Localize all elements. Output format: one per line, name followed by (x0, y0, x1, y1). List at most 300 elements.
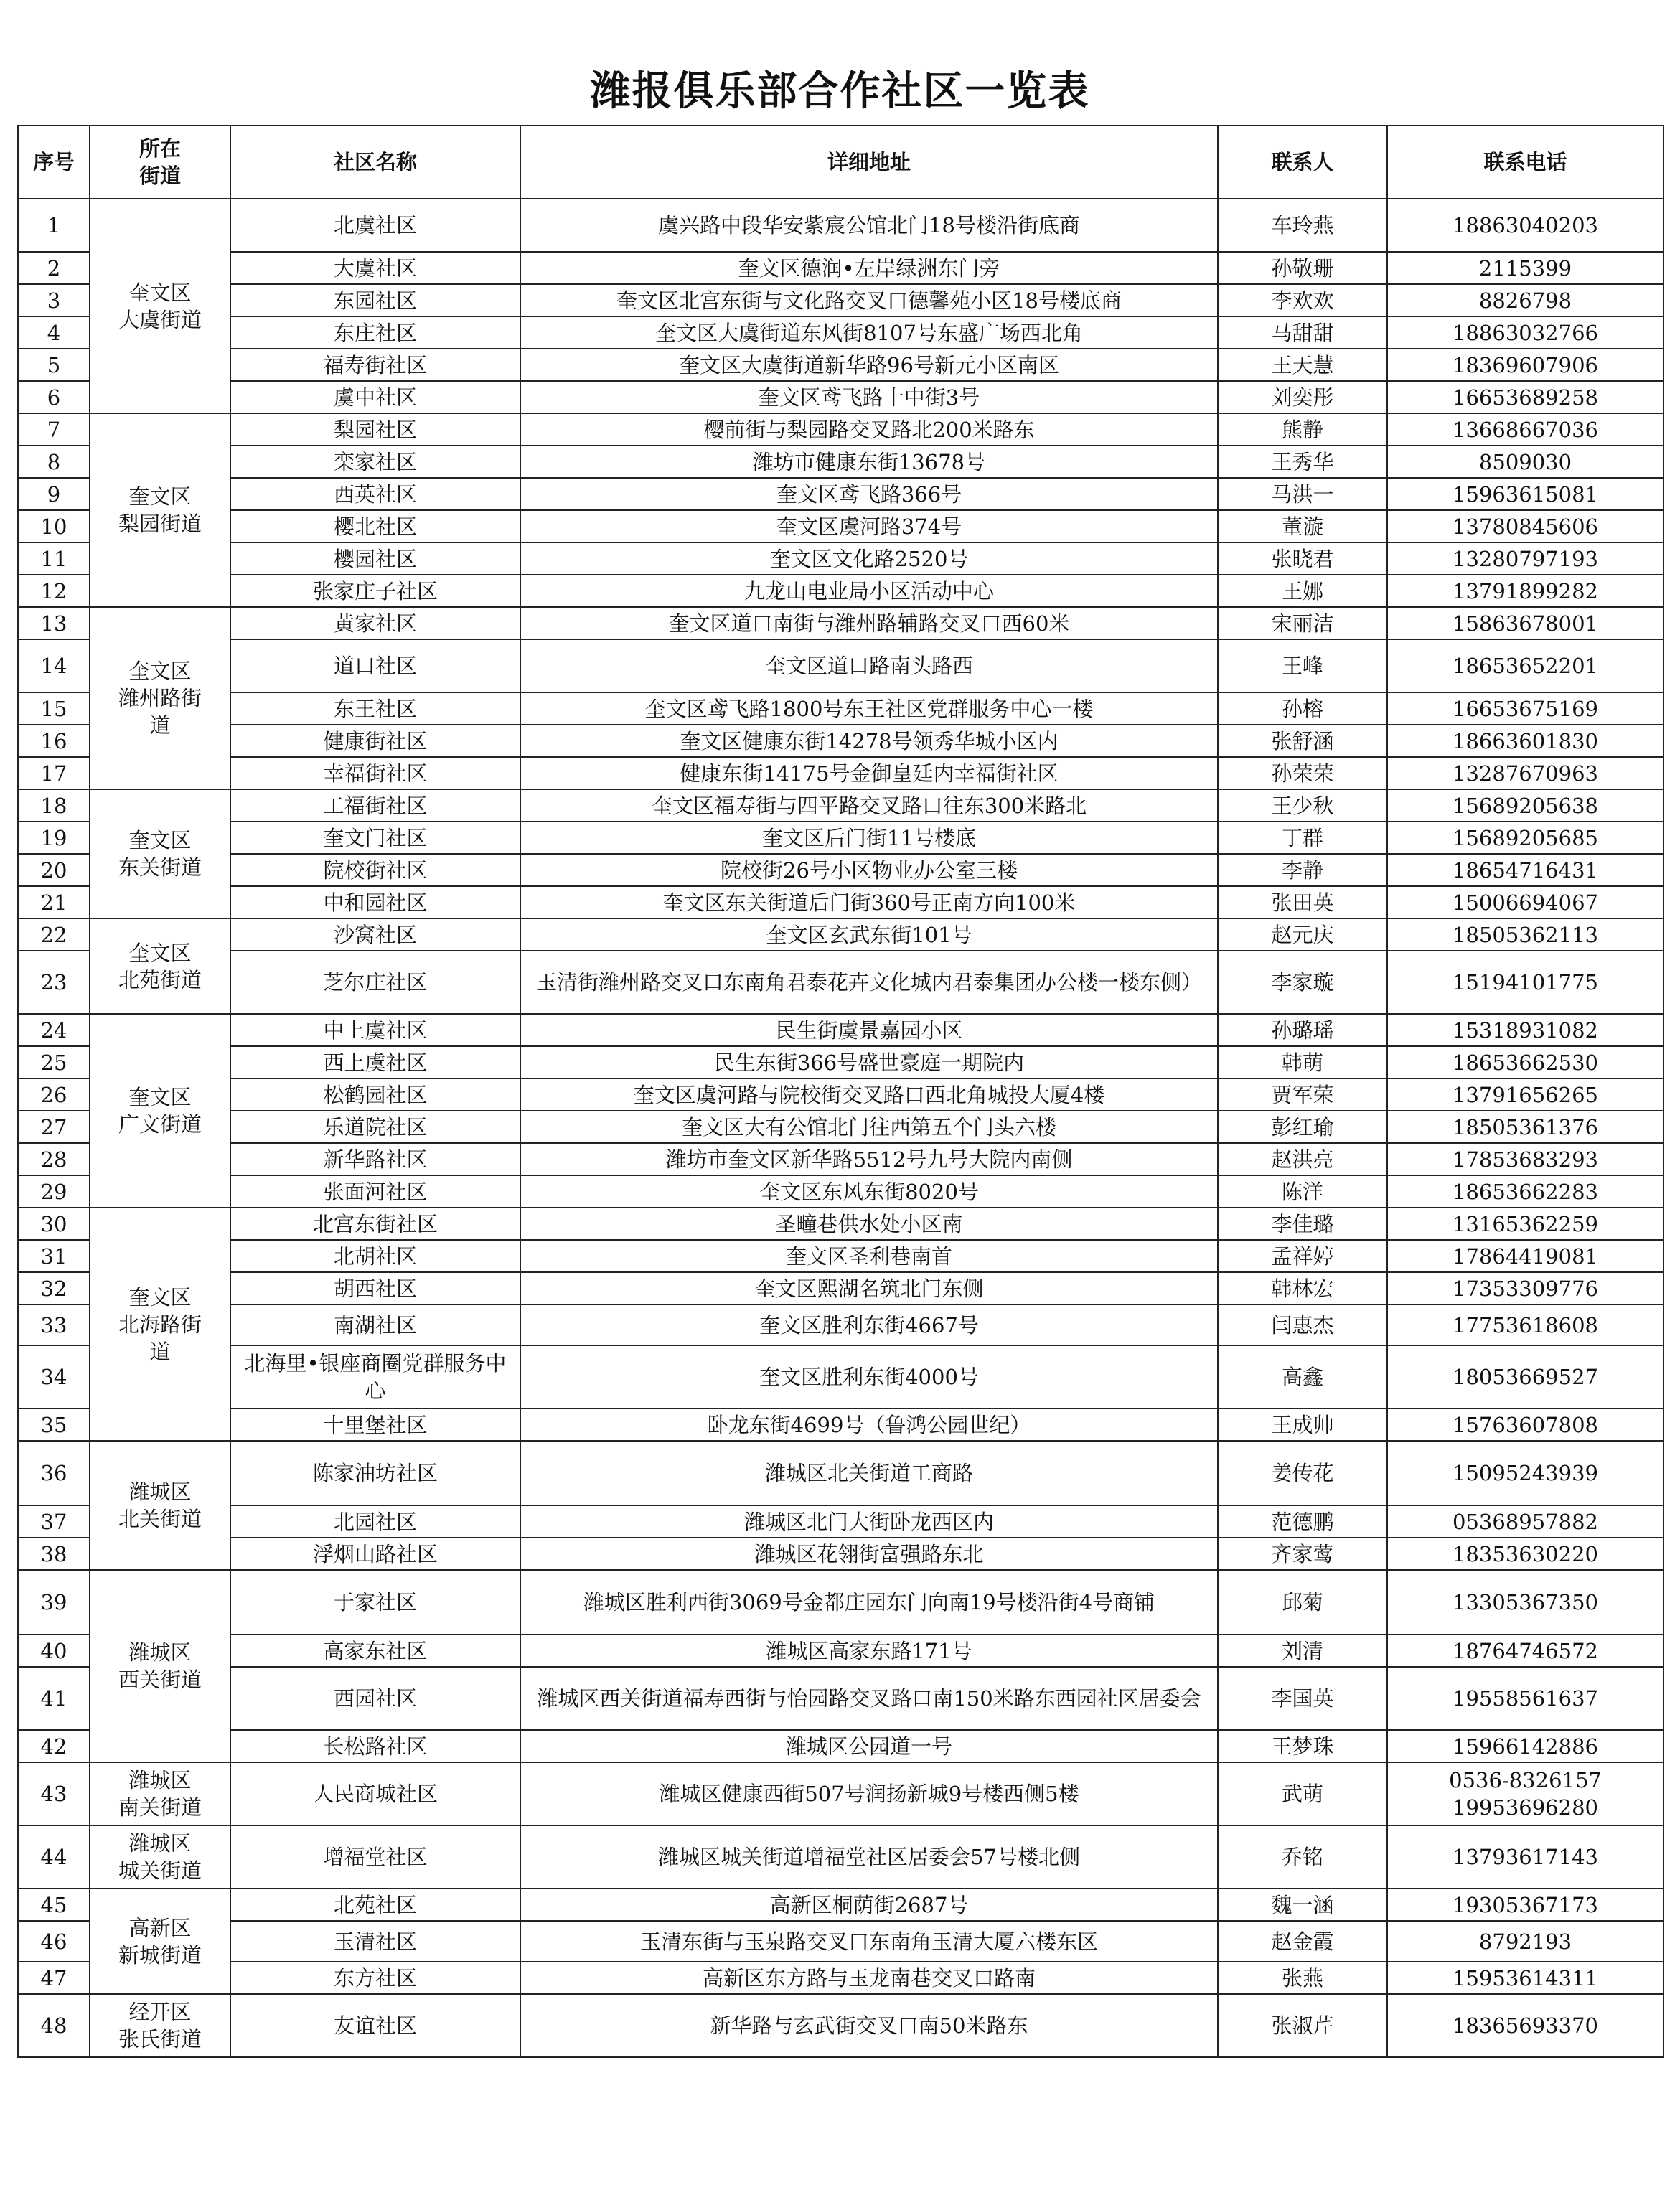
phone-cell: 15318931082 (1387, 1014, 1663, 1046)
community-name: 栾家社区 (230, 446, 520, 478)
table-row (18, 1345, 1663, 1409)
table-row (18, 1304, 1663, 1345)
contact-cell: 王秀华 (1218, 446, 1387, 478)
community-name: 奎文门社区 (230, 822, 520, 854)
row-index: 10 (18, 510, 90, 542)
row-index: 5 (18, 349, 90, 381)
table-row (18, 639, 1663, 692)
contact-cell: 董漩 (1218, 510, 1387, 542)
phone-cell: 8826798 (1387, 284, 1663, 316)
contact-cell: 韩林宏 (1218, 1272, 1387, 1304)
contact-cell: 宋丽洁 (1218, 607, 1387, 639)
community-name: 新华路社区 (230, 1143, 520, 1175)
phone-cell: 18863032766 (1387, 316, 1663, 349)
row-index: 35 (18, 1409, 90, 1441)
contact-cell: 张田英 (1218, 886, 1387, 918)
row-index: 40 (18, 1635, 90, 1667)
row-index: 31 (18, 1240, 90, 1272)
row-index: 47 (18, 1962, 90, 1994)
contact-cell: 王峰 (1218, 639, 1387, 692)
row-index: 7 (18, 413, 90, 446)
row-index: 6 (18, 381, 90, 413)
phone-cell: 0536-8326157 19953696280 (1387, 1762, 1663, 1825)
address-cell: 奎文区鸢飞路十中街3号 (520, 381, 1218, 413)
row-index: 18 (18, 789, 90, 822)
contact-cell: 高鑫 (1218, 1345, 1387, 1409)
table-row (18, 413, 1663, 446)
community-name: 西园社区 (230, 1667, 520, 1730)
address-cell: 潍城区西关街道福寿西街与怡园路交叉路口南150米路东西园社区居委会 (520, 1667, 1218, 1730)
table-row (18, 1635, 1663, 1667)
community-name: 西上虞社区 (230, 1046, 520, 1078)
address-cell: 奎文区大有公馆北门往西第五个门头六楼 (520, 1111, 1218, 1143)
address-cell: 虞兴路中段华安紫宸公馆北门18号楼沿街底商 (520, 199, 1218, 252)
address-cell: 圣疃巷供水处小区南 (520, 1208, 1218, 1240)
table-row (18, 1143, 1663, 1175)
table-row (18, 349, 1663, 381)
phone-cell: 15689205638 (1387, 789, 1663, 822)
table-row (18, 725, 1663, 757)
table-row (18, 446, 1663, 478)
contact-cell: 张淑芹 (1218, 1994, 1387, 2057)
contact-cell: 赵元庆 (1218, 918, 1387, 951)
address-cell: 奎文区圣利巷南首 (520, 1240, 1218, 1272)
table-row (18, 1667, 1663, 1730)
header-contact: 联系人 (1218, 126, 1387, 199)
table-row (18, 1921, 1663, 1962)
contact-cell: 刘清 (1218, 1635, 1387, 1667)
community-name: 大虞社区 (230, 252, 520, 284)
row-index: 16 (18, 725, 90, 757)
contact-cell: 马甜甜 (1218, 316, 1387, 349)
row-index: 29 (18, 1175, 90, 1208)
phone-cell: 17753618608 (1387, 1304, 1663, 1345)
row-index: 23 (18, 951, 90, 1014)
street-cell: 奎文区 潍州路街 道 (90, 607, 230, 789)
contact-cell: 彭红瑜 (1218, 1111, 1387, 1143)
table-row (18, 575, 1663, 607)
table-body (18, 199, 1663, 2057)
row-index: 46 (18, 1921, 90, 1962)
table-row (18, 789, 1663, 822)
street-cell: 潍城区 城关街道 (90, 1825, 230, 1889)
community-name: 梨园社区 (230, 413, 520, 446)
phone-cell: 8792193 (1387, 1921, 1663, 1962)
contact-cell: 王梦珠 (1218, 1730, 1387, 1762)
contact-cell: 范德鹏 (1218, 1505, 1387, 1538)
contact-cell: 王成帅 (1218, 1409, 1387, 1441)
contact-cell: 乔铭 (1218, 1825, 1387, 1889)
contact-cell: 丁群 (1218, 822, 1387, 854)
phone-cell: 8509030 (1387, 446, 1663, 478)
contact-cell: 王少秋 (1218, 789, 1387, 822)
address-cell: 奎文区道口路南头路西 (520, 639, 1218, 692)
community-name: 虞中社区 (230, 381, 520, 413)
contact-cell: 姜传花 (1218, 1441, 1387, 1505)
street-cell: 经开区 张氏街道 (90, 1994, 230, 2057)
community-name: 北胡社区 (230, 1240, 520, 1272)
table-row (18, 918, 1663, 951)
phone-cell: 18505361376 (1387, 1111, 1663, 1143)
phone-cell: 18505362113 (1387, 918, 1663, 951)
street-cell: 奎文区 大虞街道 (90, 199, 230, 413)
address-cell: 奎文区健康东街14278号领秀华城小区内 (520, 725, 1218, 757)
phone-cell: 18653662530 (1387, 1046, 1663, 1078)
row-index: 43 (18, 1762, 90, 1825)
phone-cell: 17853683293 (1387, 1143, 1663, 1175)
row-index: 26 (18, 1078, 90, 1111)
community-name: 北海里•银座商圈党群服务中心 (230, 1345, 520, 1409)
address-cell: 新华路与玄武街交叉口南50米路东 (520, 1994, 1218, 2057)
table-row (18, 1505, 1663, 1538)
street-cell: 奎文区 北苑街道 (90, 918, 230, 1014)
table-row (18, 478, 1663, 510)
address-cell: 樱前街与梨园路交叉路北200米路东 (520, 413, 1218, 446)
community-name: 陈家油坊社区 (230, 1441, 520, 1505)
table-row (18, 1409, 1663, 1441)
table-row (18, 1889, 1663, 1921)
table-row (18, 542, 1663, 575)
address-cell: 奎文区大虞街道东风街8107号东盛广场西北角 (520, 316, 1218, 349)
community-name: 中和园社区 (230, 886, 520, 918)
address-cell: 潍城区北门大街卧龙西区内 (520, 1505, 1218, 1538)
address-cell: 奎文区鸢飞路1800号东王社区党群服务中心一楼 (520, 692, 1218, 725)
community-name: 樱园社区 (230, 542, 520, 575)
community-name: 东王社区 (230, 692, 520, 725)
community-name: 北苑社区 (230, 1889, 520, 1921)
contact-cell: 孟祥婷 (1218, 1240, 1387, 1272)
row-index: 27 (18, 1111, 90, 1143)
community-name: 长松路社区 (230, 1730, 520, 1762)
table-row (18, 252, 1663, 284)
address-cell: 潍城区北关街道工商路 (520, 1441, 1218, 1505)
table-row (18, 1570, 1663, 1635)
community-name: 高家东社区 (230, 1635, 520, 1667)
phone-cell: 13780845606 (1387, 510, 1663, 542)
community-name: 浮烟山路社区 (230, 1538, 520, 1570)
contact-cell: 赵洪亮 (1218, 1143, 1387, 1175)
phone-cell: 19558561637 (1387, 1667, 1663, 1730)
community-name: 张面河社区 (230, 1175, 520, 1208)
community-name: 道口社区 (230, 639, 520, 692)
community-name: 中上虞社区 (230, 1014, 520, 1046)
row-index: 34 (18, 1345, 90, 1409)
address-cell: 奎文区虞河路与院校街交叉路口西北角城投大厦4楼 (520, 1078, 1218, 1111)
table-row (18, 1730, 1663, 1762)
community-name: 张家庄子社区 (230, 575, 520, 607)
row-index: 33 (18, 1304, 90, 1345)
address-cell: 奎文区后门街11号楼底 (520, 822, 1218, 854)
address-cell: 奎文区玄武东街101号 (520, 918, 1218, 951)
community-name: 友谊社区 (230, 1994, 520, 2057)
phone-cell: 18654716431 (1387, 854, 1663, 886)
row-index: 21 (18, 886, 90, 918)
community-name: 幸福街社区 (230, 757, 520, 789)
table-row (18, 1825, 1663, 1889)
address-cell: 玉清街潍州路交叉口东南角君泰花卉文化城内君泰集团办公楼一楼东侧） (520, 951, 1218, 1014)
table-row (18, 1111, 1663, 1143)
row-index: 17 (18, 757, 90, 789)
contact-cell: 孙璐瑶 (1218, 1014, 1387, 1046)
row-index: 42 (18, 1730, 90, 1762)
row-index: 39 (18, 1570, 90, 1635)
header-street: 所在 街道 (90, 126, 230, 199)
contact-cell: 李静 (1218, 854, 1387, 886)
contact-cell: 闫惠杰 (1218, 1304, 1387, 1345)
address-cell: 九龙山电业局小区活动中心 (520, 575, 1218, 607)
address-cell: 奎文区大虞街道新华路96号新元小区南区 (520, 349, 1218, 381)
phone-cell: 15966142886 (1387, 1730, 1663, 1762)
address-cell: 奎文区虞河路374号 (520, 510, 1218, 542)
contact-cell: 邱菊 (1218, 1570, 1387, 1635)
row-index: 3 (18, 284, 90, 316)
street-cell: 潍城区 南关街道 (90, 1762, 230, 1825)
contact-cell: 李佳璐 (1218, 1208, 1387, 1240)
address-cell: 奎文区鸢飞路366号 (520, 478, 1218, 510)
street-cell: 奎文区 北海路街 道 (90, 1208, 230, 1441)
row-index: 30 (18, 1208, 90, 1240)
phone-cell: 15763607808 (1387, 1409, 1663, 1441)
phone-cell: 15095243939 (1387, 1441, 1663, 1505)
contact-cell: 马洪一 (1218, 478, 1387, 510)
phone-cell: 15689205685 (1387, 822, 1663, 854)
phone-cell: 18653652201 (1387, 639, 1663, 692)
table-row (18, 1272, 1663, 1304)
table-row (18, 1078, 1663, 1111)
table-row (18, 199, 1663, 252)
contact-cell: 王天慧 (1218, 349, 1387, 381)
contact-cell: 贾军荣 (1218, 1078, 1387, 1111)
row-index: 14 (18, 639, 90, 692)
table-row (18, 1762, 1663, 1825)
header-address: 详细地址 (520, 126, 1218, 199)
phone-cell: 05368957882 (1387, 1505, 1663, 1538)
phone-cell: 18653662283 (1387, 1175, 1663, 1208)
phone-cell: 15963615081 (1387, 478, 1663, 510)
phone-cell: 16653689258 (1387, 381, 1663, 413)
community-name: 胡西社区 (230, 1272, 520, 1304)
row-index: 44 (18, 1825, 90, 1889)
row-index: 9 (18, 478, 90, 510)
header-row (18, 126, 1663, 199)
community-name: 东方社区 (230, 1962, 520, 1994)
address-cell: 健康东街14175号金御皇廷内幸福街社区 (520, 757, 1218, 789)
address-cell: 潍城区公园道一号 (520, 1730, 1218, 1762)
contact-cell: 孙荣荣 (1218, 757, 1387, 789)
phone-cell: 18365693370 (1387, 1994, 1663, 2057)
community-name: 北宫东街社区 (230, 1208, 520, 1240)
contact-cell: 刘奕彤 (1218, 381, 1387, 413)
community-name: 东庄社区 (230, 316, 520, 349)
address-cell: 院校街26号小区物业办公室三楼 (520, 854, 1218, 886)
contact-cell: 张舒涵 (1218, 725, 1387, 757)
row-index: 4 (18, 316, 90, 349)
community-name: 乐道院社区 (230, 1111, 520, 1143)
address-cell: 奎文区文化路2520号 (520, 542, 1218, 575)
contact-cell: 车玲燕 (1218, 199, 1387, 252)
address-cell: 潍坊市健康东街13678号 (520, 446, 1218, 478)
table-row (18, 692, 1663, 725)
contact-cell: 张燕 (1218, 1962, 1387, 1994)
row-index: 36 (18, 1441, 90, 1505)
community-name: 黄家社区 (230, 607, 520, 639)
address-cell: 民生街虞景嘉园小区 (520, 1014, 1218, 1046)
community-name: 院校街社区 (230, 854, 520, 886)
phone-cell: 13287670963 (1387, 757, 1663, 789)
contact-cell: 熊静 (1218, 413, 1387, 446)
table-row (18, 1175, 1663, 1208)
row-index: 48 (18, 1994, 90, 2057)
street-cell: 奎文区 梨园街道 (90, 413, 230, 607)
row-index: 32 (18, 1272, 90, 1304)
header-index: 序号 (18, 126, 90, 199)
contact-cell: 魏一涵 (1218, 1889, 1387, 1921)
row-index: 41 (18, 1667, 90, 1730)
address-cell: 潍城区胜利西街3069号金都庄园东门向南19号楼沿街4号商铺 (520, 1570, 1218, 1635)
table-row (18, 316, 1663, 349)
contact-cell: 孙敬珊 (1218, 252, 1387, 284)
address-cell: 高新区东方路与玉龙南巷交叉口路南 (520, 1962, 1218, 1994)
contact-cell: 李国英 (1218, 1667, 1387, 1730)
row-index: 2 (18, 252, 90, 284)
row-index: 20 (18, 854, 90, 886)
page-title: 潍报俱乐部合作社区一览表 (590, 68, 1090, 115)
contact-cell: 武萌 (1218, 1762, 1387, 1825)
community-name: 樱北社区 (230, 510, 520, 542)
contact-cell: 李家璇 (1218, 951, 1387, 1014)
community-name: 十里堡社区 (230, 1409, 520, 1441)
address-cell: 民生东街366号盛世豪庭一期院内 (520, 1046, 1218, 1078)
street-cell: 奎文区 东关街道 (90, 789, 230, 918)
community-name: 北虞社区 (230, 199, 520, 252)
address-cell: 潍城区健康西街507号润扬新城9号楼西侧5楼 (520, 1762, 1218, 1825)
contact-cell: 张晓君 (1218, 542, 1387, 575)
community-name: 松鹤园社区 (230, 1078, 520, 1111)
table-row (18, 757, 1663, 789)
contact-cell: 韩萌 (1218, 1046, 1387, 1078)
table-row (18, 1046, 1663, 1078)
table-row (18, 607, 1663, 639)
address-cell: 潍城区花翎街富强路东北 (520, 1538, 1218, 1570)
community-name: 玉清社区 (230, 1921, 520, 1962)
contact-cell: 赵金霞 (1218, 1921, 1387, 1962)
phone-cell: 17864419081 (1387, 1240, 1663, 1272)
address-cell: 奎文区熙湖名筑北门东侧 (520, 1272, 1218, 1304)
header-community: 社区名称 (230, 126, 520, 199)
table-row (18, 822, 1663, 854)
street-cell: 高新区 新城街道 (90, 1889, 230, 1994)
contact-cell: 孙榕 (1218, 692, 1387, 725)
street-cell: 潍城区 北关街道 (90, 1441, 230, 1570)
phone-cell: 18053669527 (1387, 1345, 1663, 1409)
row-index: 12 (18, 575, 90, 607)
community-name: 沙窝社区 (230, 918, 520, 951)
address-cell: 卧龙东街4699号（鲁鸿公园世纪） (520, 1409, 1218, 1441)
table-row (18, 1240, 1663, 1272)
row-index: 8 (18, 446, 90, 478)
community-name: 健康街社区 (230, 725, 520, 757)
row-index: 19 (18, 822, 90, 854)
address-cell: 奎文区道口南街与潍州路辅路交叉口西60米 (520, 607, 1218, 639)
community-name: 芝尔庄社区 (230, 951, 520, 1014)
address-cell: 玉清东街与玉泉路交叉口东南角玉清大厦六楼东区 (520, 1921, 1218, 1962)
community-table (17, 125, 1664, 2058)
row-index: 38 (18, 1538, 90, 1570)
table-row (18, 1208, 1663, 1240)
row-index: 13 (18, 607, 90, 639)
table-row (18, 1994, 1663, 2057)
community-name: 北园社区 (230, 1505, 520, 1538)
address-cell: 潍城区高家东路171号 (520, 1635, 1218, 1667)
header-phone: 联系电话 (1387, 126, 1663, 199)
phone-cell: 13793617143 (1387, 1825, 1663, 1889)
community-name: 西英社区 (230, 478, 520, 510)
row-index: 25 (18, 1046, 90, 1078)
phone-cell: 15953614311 (1387, 1962, 1663, 1994)
phone-cell: 13165362259 (1387, 1208, 1663, 1240)
address-cell: 奎文区福寿街与四平路交叉路口往东300米路北 (520, 789, 1218, 822)
phone-cell: 13791899282 (1387, 575, 1663, 607)
community-name: 人民商城社区 (230, 1762, 520, 1825)
table-row (18, 854, 1663, 886)
table-row (18, 510, 1663, 542)
community-name: 东园社区 (230, 284, 520, 316)
phone-cell: 13668667036 (1387, 413, 1663, 446)
contact-cell: 王娜 (1218, 575, 1387, 607)
contact-cell: 李欢欢 (1218, 284, 1387, 316)
row-index: 22 (18, 918, 90, 951)
table-row (18, 951, 1663, 1014)
address-cell: 奎文区胜利东街4667号 (520, 1304, 1218, 1345)
address-cell: 潍坊市奎文区新华路5512号九号大院内南侧 (520, 1143, 1218, 1175)
community-name: 福寿街社区 (230, 349, 520, 381)
phone-cell: 17353309776 (1387, 1272, 1663, 1304)
row-index: 37 (18, 1505, 90, 1538)
table-row (18, 1538, 1663, 1570)
phone-cell: 18663601830 (1387, 725, 1663, 757)
table-row (18, 381, 1663, 413)
community-name: 工福街社区 (230, 789, 520, 822)
phone-cell: 15863678001 (1387, 607, 1663, 639)
phone-cell: 2115399 (1387, 252, 1663, 284)
phone-cell: 13280797193 (1387, 542, 1663, 575)
phone-cell: 18369607906 (1387, 349, 1663, 381)
address-cell: 奎文区东关街道后门街360号正南方向100米 (520, 886, 1218, 918)
phone-cell: 18764746572 (1387, 1635, 1663, 1667)
phone-cell: 15194101775 (1387, 951, 1663, 1014)
address-cell: 奎文区胜利东街4000号 (520, 1345, 1218, 1409)
contact-cell: 陈洋 (1218, 1175, 1387, 1208)
phone-cell: 13791656265 (1387, 1078, 1663, 1111)
table-row (18, 1014, 1663, 1046)
address-cell: 奎文区德润•左岸绿洲东门旁 (520, 252, 1218, 284)
table-row (18, 284, 1663, 316)
row-index: 15 (18, 692, 90, 725)
phone-cell: 18353630220 (1387, 1538, 1663, 1570)
address-cell: 奎文区北宫东街与文化路交叉口德馨苑小区18号楼底商 (520, 284, 1218, 316)
table-row (18, 886, 1663, 918)
address-cell: 潍城区城关街道增福堂社区居委会57号楼北侧 (520, 1825, 1218, 1889)
community-name: 南湖社区 (230, 1304, 520, 1345)
community-name: 于家社区 (230, 1570, 520, 1635)
row-index: 28 (18, 1143, 90, 1175)
table-row (18, 1962, 1663, 1994)
phone-cell: 16653675169 (1387, 692, 1663, 725)
row-index: 45 (18, 1889, 90, 1921)
street-cell: 奎文区 广文街道 (90, 1014, 230, 1208)
row-index: 24 (18, 1014, 90, 1046)
phone-cell: 18863040203 (1387, 199, 1663, 252)
